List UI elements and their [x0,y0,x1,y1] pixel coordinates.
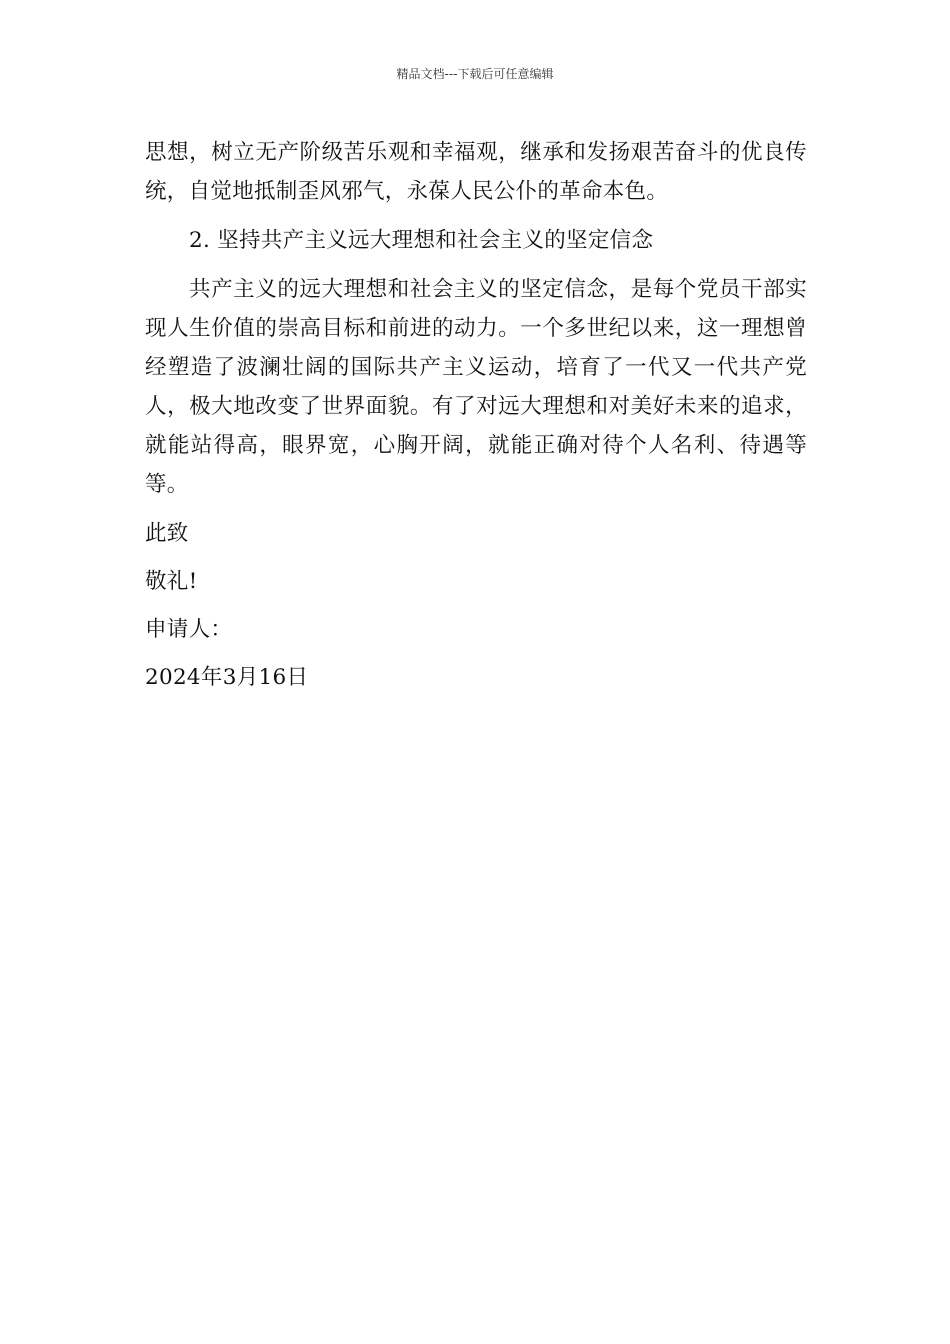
page-header: 精品文档---下载后可任意编辑 [396,67,554,81]
regards: 敬礼! [145,569,198,594]
salutation: 此致 [145,521,189,546]
document-body [145,133,807,702]
paragraph-continuation: 思想，树立无产阶级苦乐观和幸福观，继承和发扬艰苦奋斗的优良传统，自觉地抵制歪风邪气，永葆人民公仆的革命本色。 [145,140,807,204]
section-heading: 2. 坚持共产主义远大理想和社会主义的坚定信念 [189,228,654,253]
paragraph-ideals: 共产主义的远大理想和社会主义的坚定信念，是每个党员干部实现人生价值的崇高目标和前进的动力。一个多世纪以来，这一理想曾经塑造了波澜壮阔的国际共产主义运动，培育了一代又一代共产党人，极大地改变了世界面貌。有了对远大理想和对美好未来的追求，就能站得高，眼界宽，心胸开阔，就能正确对待个人名利、待遇等等。 [145,277,807,497]
applicant-label: 申请人： [145,617,233,642]
date: 2024年3月16日 [145,665,309,690]
